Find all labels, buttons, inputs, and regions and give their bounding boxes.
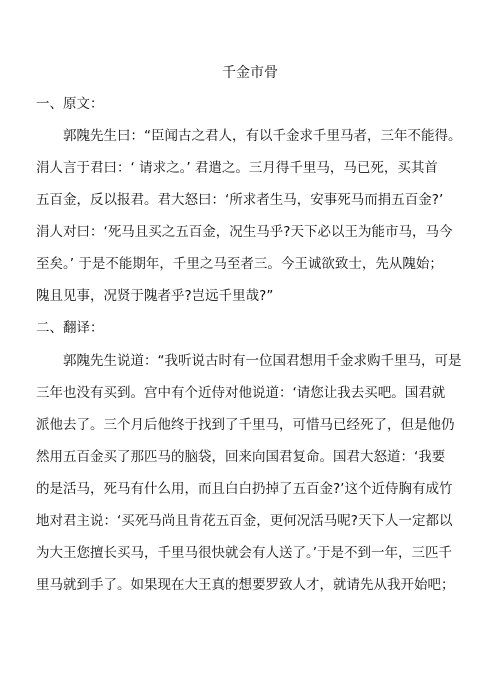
text-line: 然用五百金买了那匹马的脑袋，回来向国君复命。国君大怒道：‘我要 bbox=[36, 449, 446, 465]
text-line: 涓人言于君曰：‘ 请求之。’ 君遣之。三月得千里马，马已死，买其首 bbox=[36, 160, 438, 176]
text-line: 涓人对曰：‘死马且买之五百金，况生马乎?天下必以王为能市马，马今 bbox=[36, 224, 453, 240]
document-title: 千金市骨 bbox=[222, 65, 278, 81]
text-line: 隗且见事，况贤于隗者乎?岂远千里哉?” bbox=[36, 288, 274, 304]
section-heading-original: 一、原文： bbox=[36, 96, 104, 112]
text-line: 至矣。’ 于是不能期年，千里之马至者三。今王诚欲致士，先从隗始； bbox=[36, 256, 443, 272]
translation-paragraph bbox=[36, 345, 466, 601]
text-line: 郭隗先生说道：“我听说古时有一位国君想用千金求购千里马，可是 bbox=[63, 353, 462, 369]
text-line: 的是活马，死马有什么用，而且白白扔掉了五百金?’这个近侍胸有成竹 bbox=[36, 481, 453, 497]
text-line: 郭隗先生曰：“臣闻古之君人，有以千金求千里马者，三年不能得。 bbox=[63, 128, 462, 144]
text-line: 五百金，反以报君。君大怒曰：‘所求者生马，安事死马而捐五百金?’ bbox=[36, 192, 444, 208]
text-line: 里马就到手了。如果现在大王真的想要罗致人才，就请先从我开始吧； bbox=[36, 577, 455, 593]
text-line: 为大王您擅长买马，千里马很快就会有人送了。’于是不到一年，三匹千 bbox=[36, 545, 453, 561]
text-line: 三年也没有买到。宫中有个近侍对他说道：‘请您让我去买吧。国君就 bbox=[36, 385, 446, 401]
original-text-paragraph bbox=[36, 120, 466, 312]
text-line: 地对君主说：‘买死马尚且肯花五百金，更何况活马呢?天下人一定都以 bbox=[36, 513, 453, 529]
text-line: 派他去了。三个月后他终于找到了千里马，可惜马已经死了，但是他仍 bbox=[36, 417, 455, 433]
section-heading-translation: 二、翻译： bbox=[36, 320, 104, 336]
